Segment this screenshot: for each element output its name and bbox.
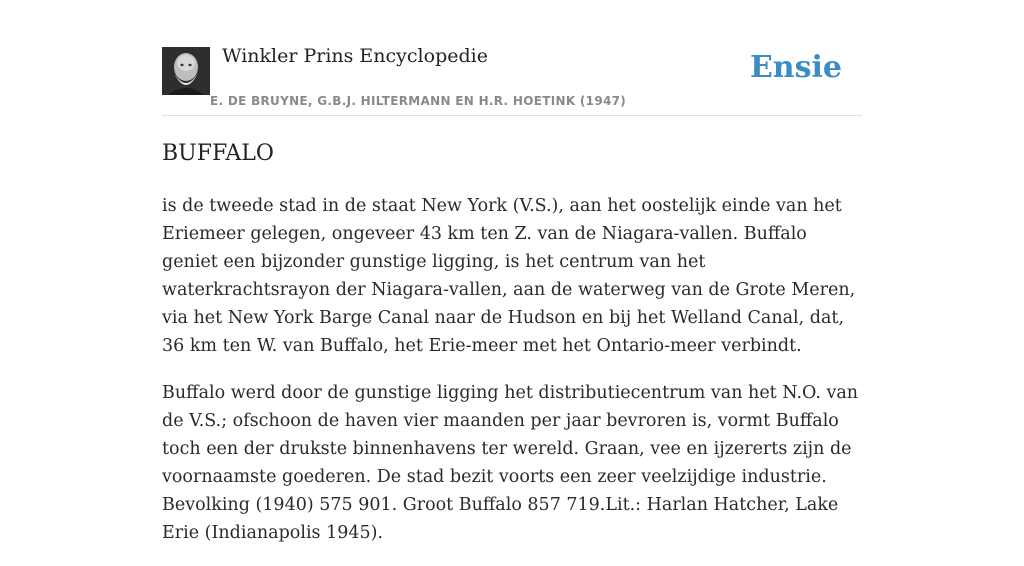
source-authors: E. DE BRUYNE, G.B.J. HILTERMANN EN H.R. HOETINK (1947) <box>210 94 627 108</box>
source-title[interactable]: Winkler Prins Encyclopedie <box>222 45 488 67</box>
source-header <box>162 0 862 116</box>
portrait-icon <box>162 47 210 95</box>
brand-logo[interactable]: Ensie <box>749 50 842 85</box>
article-paragraph: is de tweede stad in de staat New York (V.S.), aan het oostelijk einde van het Eriemeer gelegen, ongeveer 43 km ten Z. van de Niagara-vallen. Buffalo geniet een bijzonder gunstige ligging, is het centrum van het waterkrachtsrayon der Niagara-vallen, aan de waterweg van de Grote Meren, via het New York Barge Canal naar de Hudson en bij het Welland Canal, dat, 36 km ten W. van Buffalo, het Erie-meer met het Ontario-meer verbindt. <box>162 196 856 356</box>
author-avatar <box>162 47 210 95</box>
article-paragraph: Buffalo werd door de gunstige ligging het distributiecentrum van het N.O. van de V.S.; ofschoon de haven vier maanden per jaar bevroren is, vormt Buffalo toch een der drukste binnenhavens ter wereld. Graan, vee en ijzererts zijn de voornaamste goederen. De stad bezit voorts een zeer veelzijdige industrie. Bevolking (1940) 575 901. Groot Buffalo 857 719.Lit.: Harlan Hatcher, Lake Erie (Indianapolis 1945). <box>162 383 859 543</box>
article-body <box>162 192 862 566</box>
entry-title: BUFFALO <box>162 141 274 166</box>
content-container <box>162 0 862 543</box>
